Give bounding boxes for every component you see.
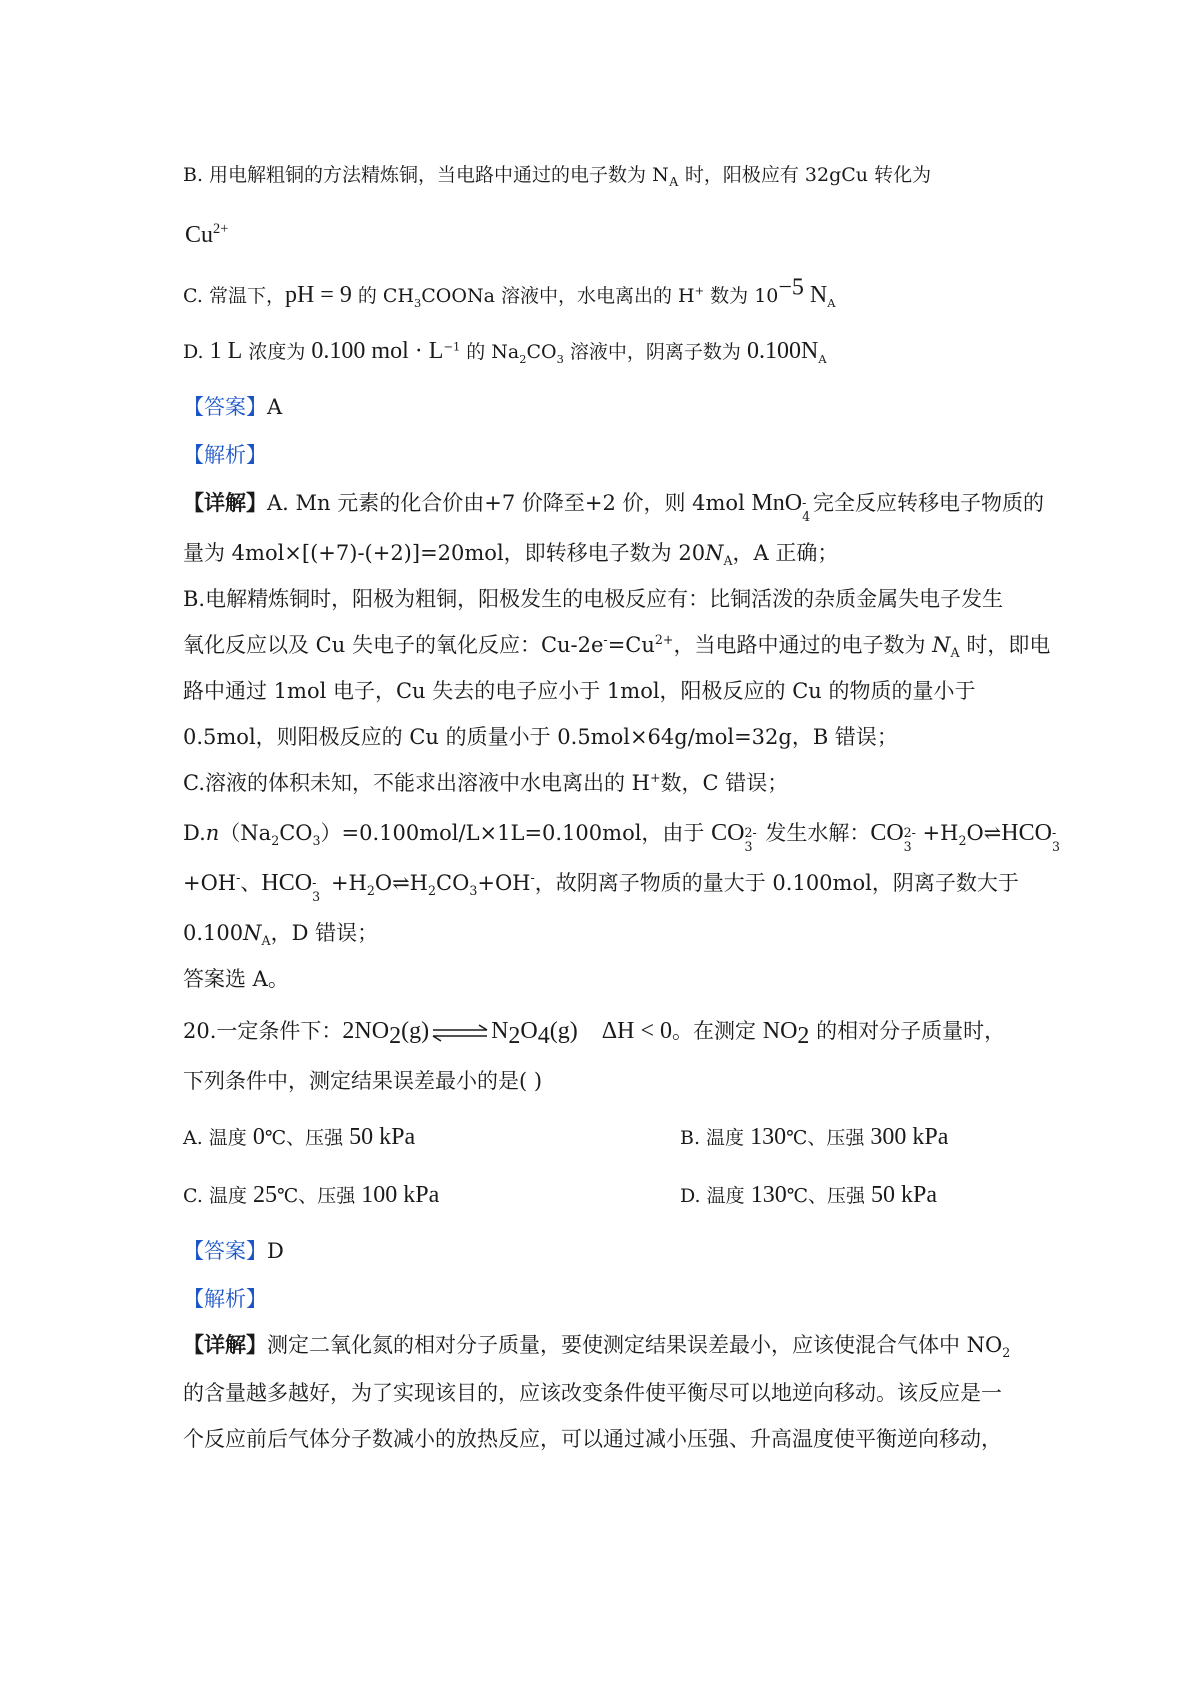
answer-tag: 【答案】 (183, 395, 267, 419)
q20-option-b: B. 温度 130℃、压强 300 kPa (680, 1124, 949, 1150)
q19-detail-line9: +OH-、HCO - 3 $+H_2O\rightleftharpoons H_2CO_3+OH^-$，故阴离子物质的量大于 0.100mol，阴离子数大于 (183, 870, 1019, 904)
q20-detail-line2: 的含量越多越好，为了实现该目的，应该改变条件使平衡尽可以地逆向移动。该反应是一 (183, 1381, 1002, 1405)
q19-option-b-line2: $Cu^{2+}$ (185, 221, 229, 248)
q19-detail-line8: $D.n(Na_2CO_3)=0.100mol/L\times 1L=0.100mol$，由于 CO 2- 3 发生水解：CO 2- 3 $+H_2O\rightleftharpoons HCO$ - 3 (183, 820, 1060, 854)
answer-tag: 【答案】 (183, 1239, 267, 1263)
q19-detail-line6: 0.5mol，则阳极反应的 Cu 的质量小于 0.5mol×64g/mol=32g，B 错误； (183, 725, 898, 749)
q19-option-b-line1: B. 用电解粗铜的方法精炼铜，当电路中通过的电子数为 $N_A$ 时，阳极应有 32gCu 转化为 (183, 164, 932, 190)
q19-detail-line5: 路中通过 1mol 电子，Cu 失去的电子应小于 1mol，阳极反应的 Cu 的物质的量小于 (183, 679, 976, 703)
q20-answer: 【答案】D (183, 1239, 284, 1263)
equilibrium-arrows-icon (431, 1024, 489, 1042)
q19-detail-line3: B.电解精炼铜时，阳极为粗铜，阳极发生的电极反应有：比铜活泼的杂质金属失电子发生 (183, 587, 1004, 611)
q20-detail-line1: 【详解】测定二氧化氮的相对分子质量，要使测定结果误差最小，应该使混合气体中 $NO_2$ (183, 1332, 1011, 1361)
q20-option-c: C. 温度 25℃、压强 100 kPa (183, 1182, 440, 1208)
q19-answer: 【答案】A (183, 395, 283, 419)
q19-option-d: D. 1 L 浓度为 0.100 mol · $L^{-1}$ 的 $Na_2CO_3$ 溶液中，阴离子数为 $0.100N_A$ (183, 338, 827, 366)
q20-detail-line3: 个反应前后气体分子数减小的放热反应，可以通过减小压强、升高温度使平衡逆向移动， (183, 1427, 1002, 1451)
q19-detail-line10: $0.100N_A$，D 错误； (183, 921, 379, 949)
q19-detail-line4: 氧化反应以及 Cu 失电子的氧化反应：$Cu-2e^-=Cu^{2+}$，当电路中通过的电子数为 $N_A$ 时，即电 (183, 632, 1051, 661)
q20-option-a: A. 温度 0℃、压强 50 kPa (183, 1124, 416, 1150)
q19-analysis-heading: 【解析】 (183, 443, 267, 467)
q20-stem-line1: 20.一定条件下：$2NO_2(g)$ $N_2O_4(g) \Delta H < 0$。在测定 $NO_2$ 的相对分子质量时， (183, 1018, 1006, 1050)
q20-analysis-heading: 【解析】 (183, 1287, 267, 1311)
q20-stem-line2: 下列条件中，测定结果误差最小的是( ) (183, 1069, 543, 1093)
q19-option-c: C. 常温下，pH = 9 的 $CH_3COONa$ 溶液中，水电离出的 H+ 数为 $10^{-5}$ $N_A$ (183, 274, 836, 310)
q19-detail-line7: C.溶液的体积未知，不能求出溶液中水电离出的 H+数，C 错误； (183, 770, 789, 795)
q19-detail-line2: 量为 4mol×[(+7)-(+2)]=20mol，即转移电子数为 $20N_A$，A 正确； (183, 541, 839, 569)
q20-option-d: D. 温度 130℃、压强 50 kPa (680, 1182, 937, 1208)
q19-detail-line1: 【详解】A. Mn 元素的化合价由+7 价降至+2 价，则 4mol MnO - 4 完全反应转移电子物质的 (183, 490, 1045, 524)
q19-conclusion: 答案选 A。 (183, 967, 289, 991)
